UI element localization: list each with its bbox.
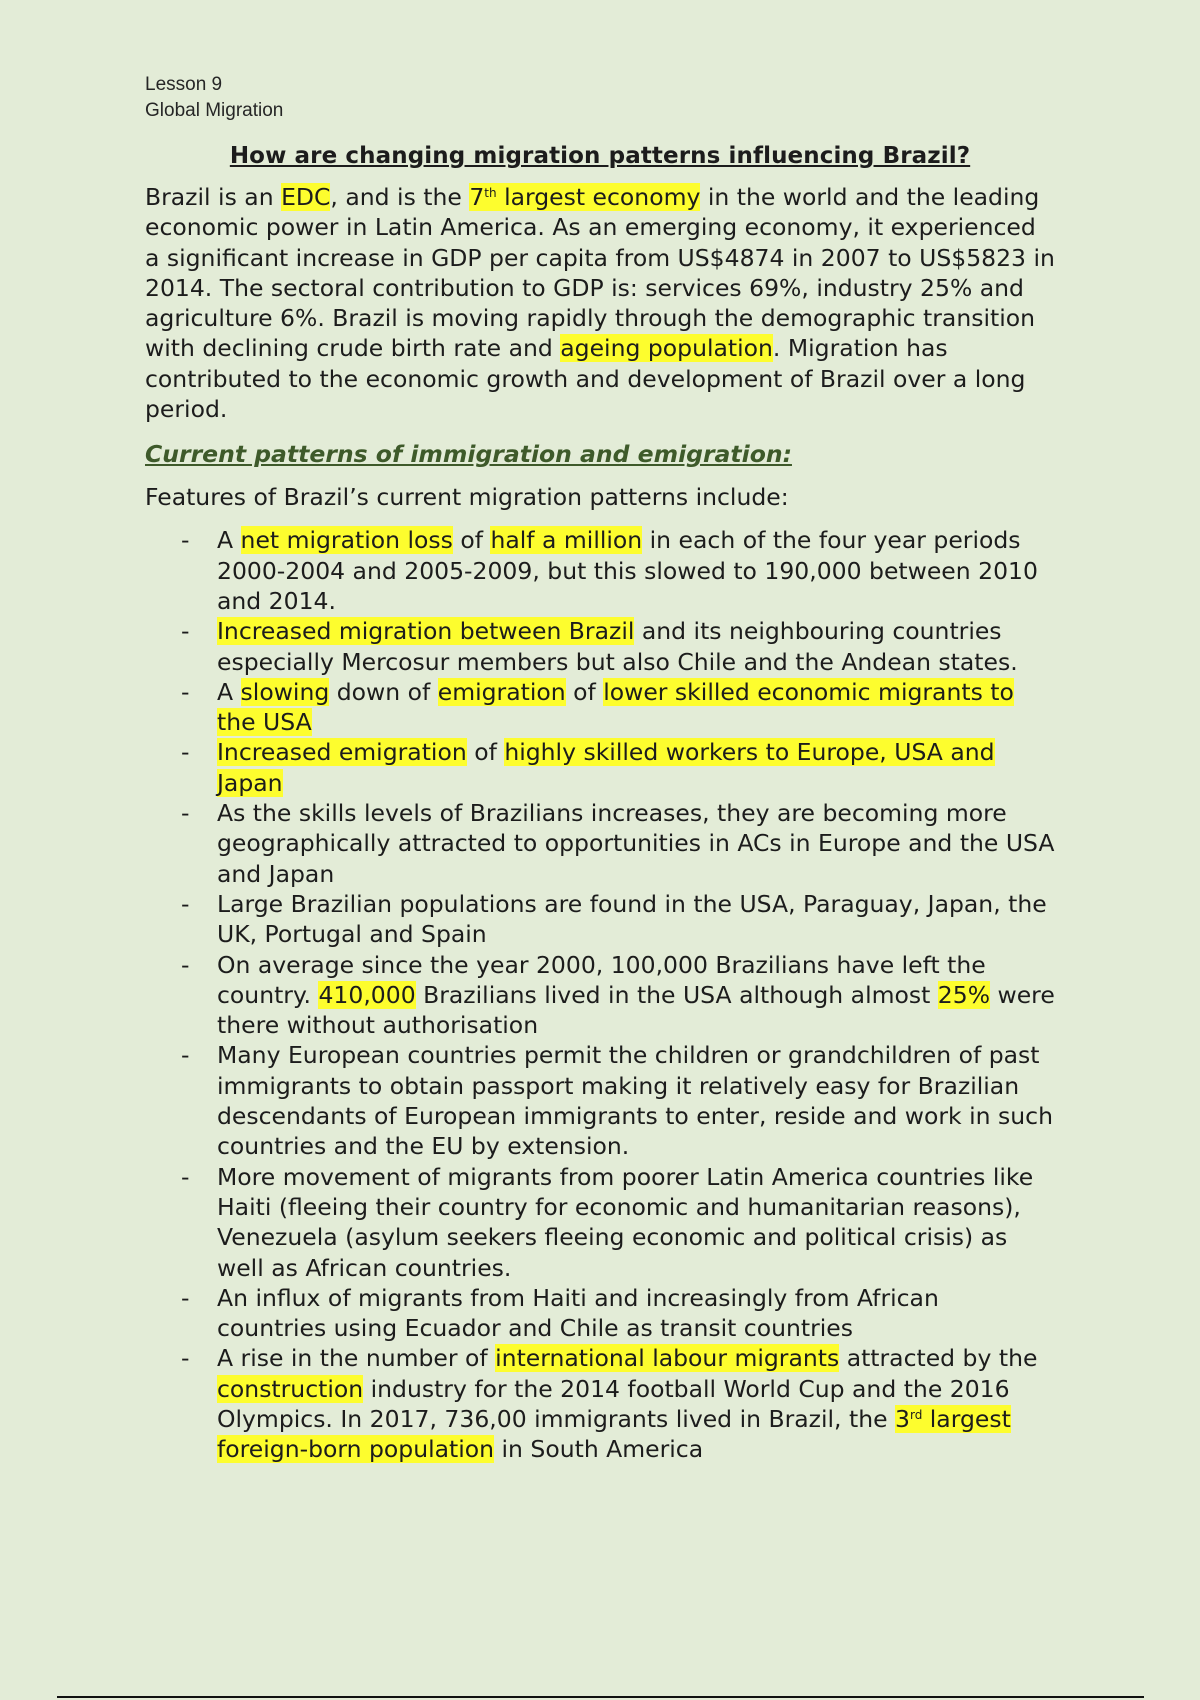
bullet-dash: - — [181, 1041, 190, 1070]
intro-text: in the world and the leading economic power in Latin America. As an emerging economy, it experienced a significant increase in GDP per capita from US$4874 in 2007 to US$5823 in 2014. The sectoral contribution to GDP is: services 69%, industry 25% and agriculture 6%. Brazil is moving rapidly through the demographic transition with declining crude birth rate and — [145, 183, 1055, 363]
list-item: - An influx of migrants from Haiti and increasingly from African countries using Ecuador and Chile as transit countries — [181, 1283, 939, 1343]
intro-text: . Migration has contributed to the economic growth and development of Brazil over a long period. — [145, 334, 1026, 424]
lesson-topic: Global Migration — [145, 100, 284, 121]
bullet-dash: - — [181, 950, 190, 979]
highlight-largest-economy: 7th largest economy — [469, 183, 701, 211]
highlight-edc: EDC — [281, 183, 331, 211]
highlight: 25% — [937, 980, 991, 1009]
bullet-dash: - — [181, 526, 190, 555]
highlight: emigration — [437, 677, 566, 706]
bullet-dash: - — [181, 1162, 190, 1191]
highlight: 3rd largest foreign-born population — [217, 1404, 1011, 1464]
highlight: international labour migrants — [495, 1344, 840, 1373]
list-item: - A net migration loss of half a million in each of the four year periods 2000-2004 and 2005-2009, but this slowed to 190,000 between 2010 and 2014. — [181, 526, 1038, 615]
highlight: Increased emigration — [217, 738, 467, 767]
bullet-dash: - — [181, 799, 190, 828]
highlight: highly skilled workers to Europe, USA and Japan — [217, 738, 995, 797]
intro-paragraph — [145, 182, 1055, 424]
highlight: Increased migration between Brazil — [217, 617, 635, 646]
lesson-number: Lesson 9 — [145, 74, 223, 95]
highlight: 410,000 — [318, 980, 416, 1009]
bullet-dash: - — [181, 617, 190, 646]
bullet-dash: - — [181, 889, 190, 918]
section-heading: Current patterns of immigration and emigration: — [145, 440, 792, 469]
intro-text: , and is the — [330, 183, 470, 211]
footer-rule — [57, 1696, 1144, 1698]
list-item: - A rise in the number of international labour migrants attracted by the construction industry for the 2014 football World Cup and the 2016 Olympics. In 2017, 736,00 immigrants lived in Brazil, the 3rd largest foreign-born population in South America — [181, 1344, 1038, 1464]
list-item: - As the skills levels of Brazilians increases, they are becoming more geographically attracted to opportunities in ACs in Europe and the USA and Japan — [181, 799, 1055, 888]
highlight: construction — [217, 1374, 364, 1403]
list-item: - Increased migration between Brazil and its neighbouring countries especially Mercosur members but also Chile and the Andean states. — [181, 617, 1018, 676]
features-intro: Features of Brazil’s current migration patterns include: — [145, 483, 789, 512]
migration-features-list — [145, 525, 1055, 1464]
bullet-dash: - — [181, 677, 190, 706]
bullet-dash: - — [181, 1344, 190, 1373]
highlight: slowing — [240, 677, 330, 706]
highlight: net migration loss — [240, 526, 453, 555]
bullet-dash: - — [181, 738, 190, 767]
intro-text: Brazil is an — [145, 183, 282, 211]
highlight-ageing-population: ageing population — [560, 334, 773, 363]
page-title: How are changing migration patterns influencing Brazil? — [229, 143, 971, 169]
bullet-dash: - — [181, 1283, 190, 1312]
list-item: - Increased emigration of highly skilled workers to Europe, USA and Japan — [181, 738, 995, 797]
list-item: - A slowing down of emigration of lower skilled economic migrants to the USA — [181, 677, 1014, 737]
document-page — [145, 72, 1055, 1465]
highlight: half a million — [490, 526, 643, 555]
list-item: - On average since the year 2000, 100,000 Brazilians have left the country. 410,000 Brazilians lived in the USA although almost 25% were there without authorisation — [181, 950, 1055, 1040]
list-item: - Large Brazilian populations are found in the USA, Paraguay, Japan, the UK, Portugal and Spain — [181, 889, 1047, 949]
list-item: - Many European countries permit the children or grandchildren of past immigrants to obtain passport making it relatively easy for Brazilian descendants of European immigrants to enter, reside and work in such countries and the EU by extension. — [181, 1041, 1053, 1161]
list-item: - More movement of migrants from poorer Latin America countries like Haiti (fleeing their country for economic and humanitarian reasons), Venezuela (asylum seekers fleeing economic and political crisis) as well as African countries. — [181, 1162, 1034, 1282]
highlight: lower skilled economic migrants to the USA — [217, 677, 1014, 737]
